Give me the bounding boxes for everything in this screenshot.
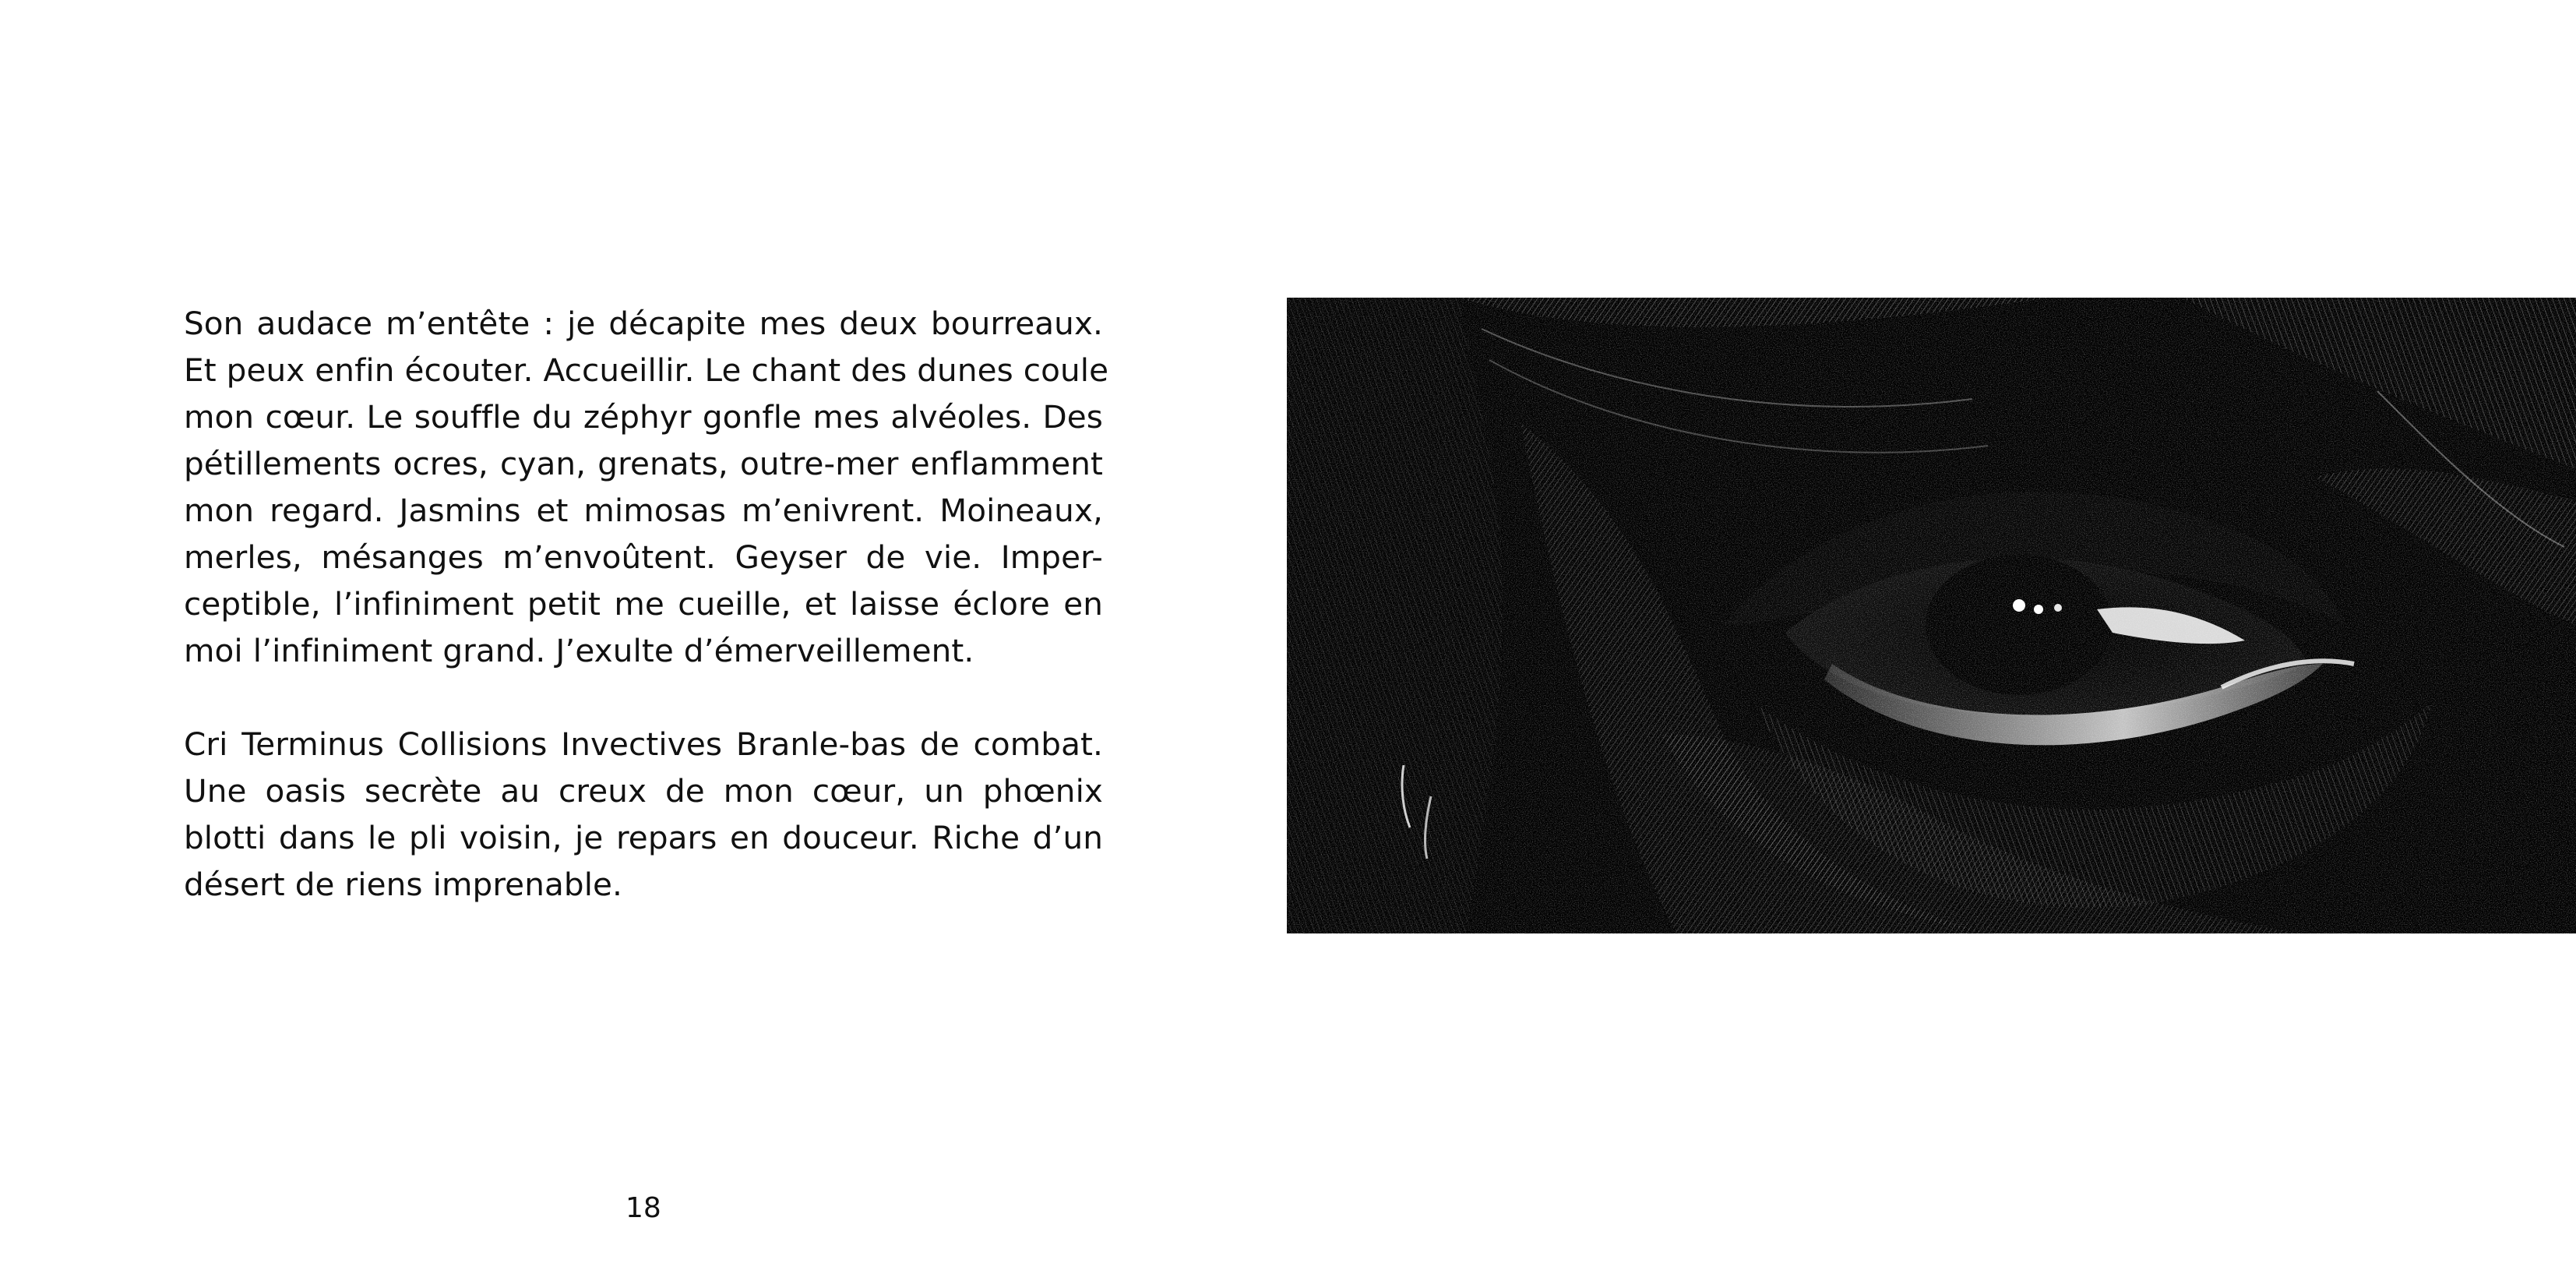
page-number: 18 xyxy=(625,1192,661,1224)
text-line: Cri Terminus Collisions Invectives Branle-bas de combat. xyxy=(184,725,1103,763)
text-line: mon regard. Jasmins et mimosas m’enivrent. Moineaux, xyxy=(184,492,1103,529)
text-line: ceptible, l’infiniment petit me cueille, et laisse éclore en xyxy=(184,585,1103,623)
text-line: Son audace m’entête : je décapite mes deux bourreaux. xyxy=(184,305,1103,342)
text-line: désert de riens imprenable. xyxy=(184,866,623,903)
text-line: merles, mésanges m’envoûtent. Geyser de vie. Imper- xyxy=(184,538,1103,576)
text-line: pétillements ocres, cyan, grenats, outre-mer enflamment xyxy=(184,445,1103,482)
paragraph-2 xyxy=(184,721,1103,908)
text-line: blotti dans le pli voisin, je repars en douceur. Riche d’un xyxy=(184,819,1103,856)
text-line: mon cœur. Le souffle du zéphyr gonfle mes alvéoles. Des xyxy=(184,398,1103,436)
text-line: Une oasis secrète au creux de mon cœur, un phœnix xyxy=(184,772,1103,810)
paragraph-1 xyxy=(184,300,1109,674)
eye-illustration xyxy=(1287,298,2576,933)
eye-engraving-image xyxy=(1287,298,2576,933)
text-line: Et peux enfin écouter. Accueillir. Le chant des dunes coule xyxy=(184,351,1109,389)
text-line: moi l’infiniment grand. J’exulte d’émerveillement. xyxy=(184,632,974,669)
text-column xyxy=(184,300,1109,908)
